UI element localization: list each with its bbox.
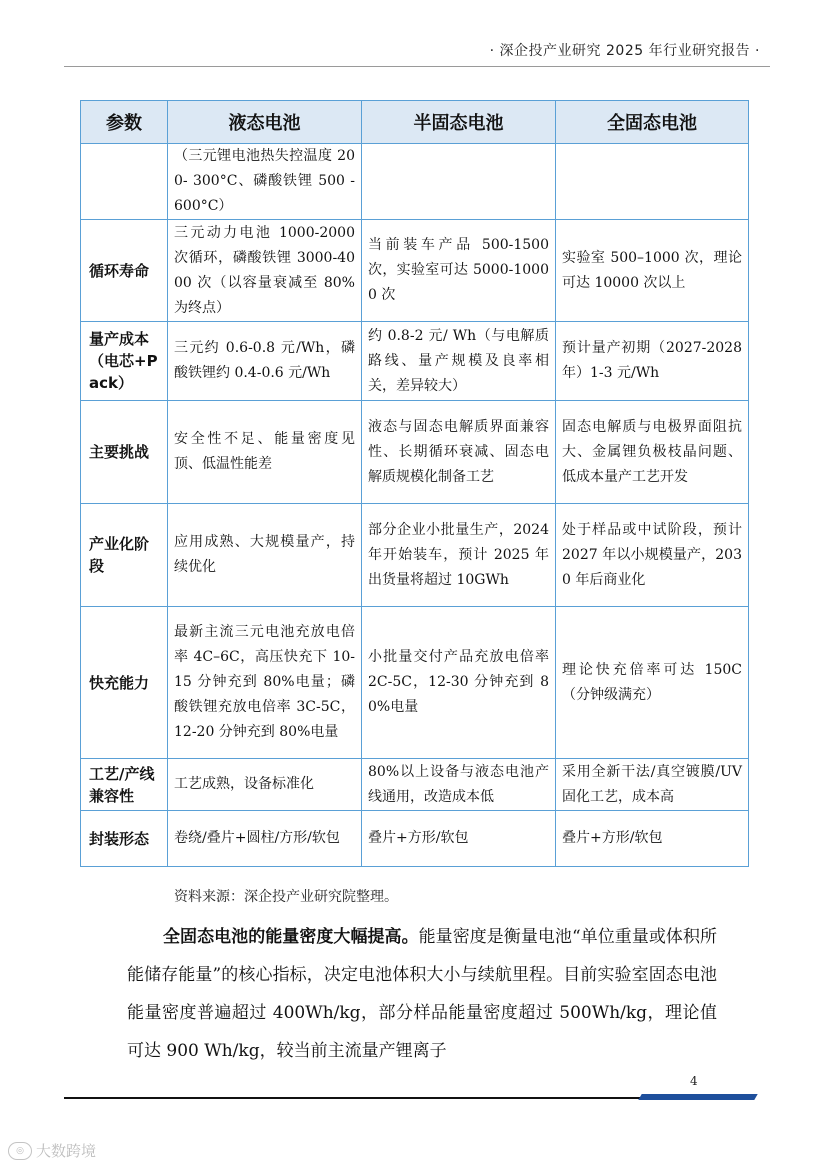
- row-param: 工艺/产线兼容性: [81, 759, 168, 811]
- paragraph-text: 能量密度是衡量电池“单位重量或体积所能储存能量”的核心指标，决定电池体积大小与续航里程。目前实验室固态电池能量密度普遍超过 400Wh/kg，部分样品能量密度超过 500Wh/kg，理论值可达 900 Wh/kg，较当前主流量产锂离子: [127, 927, 717, 1061]
- report-header-title: · 深企投产业研究 2025 年行业研究报告 ·: [489, 43, 760, 59]
- table-row-packaging: [81, 811, 749, 867]
- cell-liquid: （三元锂电池热失控温度 200- 300°C、磷酸铁锂 500 -600°C）: [168, 144, 362, 220]
- cell-all-solid: 理论快充倍率可达 150C （分钟级满充）: [556, 607, 749, 759]
- cell-liquid: 应用成熟、大规模量产，持续优化: [168, 504, 362, 607]
- row-param: 产业化阶段: [81, 504, 168, 607]
- table-row-industrialization: [81, 504, 749, 607]
- row-param: 封装形态: [81, 811, 168, 867]
- row-param: 快充能力: [81, 607, 168, 759]
- header-divider: [64, 66, 770, 67]
- table-row-challenges: [81, 401, 749, 504]
- row-param: [81, 144, 168, 220]
- table-row-thermal-continued: [81, 144, 749, 220]
- cell-semi-solid: 当前装车产品 500-1500 次，实验室可达 5000-10000 次: [362, 220, 556, 322]
- battery-comparison-table: [80, 100, 749, 867]
- page-number: 4: [690, 1074, 698, 1088]
- cell-semi-solid: 小批量交付产品充放电倍率 2C-5C，12-30 分钟充到 80%电量: [362, 607, 556, 759]
- cell-liquid: 三元动力电池 1000-2000 次循环，磷酸铁锂 3000-4000 次（以容量衰减至 80%为终点）: [168, 220, 362, 322]
- cell-liquid: 卷绕/叠片+圆柱/方形/软包: [168, 811, 362, 867]
- cell-all-solid: 处于样品或中试阶段，预计 2027 年以小规模量产，2030 年后商业化: [556, 504, 749, 607]
- cell-all-solid: 预计量产初期（2027-2028 年）1-3 元/Wh: [556, 322, 749, 401]
- cell-liquid: 工艺成熟，设备标准化: [168, 759, 362, 811]
- cell-semi-solid: 约 0.8-2 元/ Wh（与电解质路线、量产规模及良率相关，差异较大）: [362, 322, 556, 401]
- row-param: 循环寿命: [81, 220, 168, 322]
- cell-semi-solid: 液态与固态电解质界面兼容性、长期循环衰减、固态电解质规模化制备工艺: [362, 401, 556, 504]
- watermark-logo: [8, 1140, 96, 1161]
- header-param: 参数: [81, 101, 168, 144]
- cell-semi-solid: 部分企业小批量生产，2024 年开始装车，预计 2025 年出货量将超过 10GWh: [362, 504, 556, 607]
- cell-semi-solid: [362, 144, 556, 220]
- row-param: 主要挑战: [81, 401, 168, 504]
- table-row-fast-charge: [81, 607, 749, 759]
- cell-all-solid: 固态电解质与电极界面阻抗大、金属锂负极枝晶问题、低成本量产工艺开发: [556, 401, 749, 504]
- cell-all-solid: [556, 144, 749, 220]
- logo-icon: ◎: [8, 1142, 32, 1160]
- cell-liquid: 最新主流三元电池充放电倍率 4C–6C，高压快充下 10-15 分钟充到 80%电量；磷酸铁锂充放电倍率 3C-5C，12-20 分钟充到 80%电量: [168, 607, 362, 759]
- footer-accent-bar: [638, 1094, 757, 1100]
- table-row-process-compat: [81, 759, 749, 811]
- table-row-cost: [81, 322, 749, 401]
- table-source-note: 资料来源：深企投产业研究院整理。: [174, 889, 398, 905]
- footer-divider: [64, 1097, 690, 1099]
- row-param: 量产成本（电芯+Pack）: [81, 322, 168, 401]
- header-liquid: 液态电池: [168, 101, 362, 144]
- cell-semi-solid: 叠片+方形/软包: [362, 811, 556, 867]
- logo-text: 大数跨境: [36, 1142, 97, 1160]
- body-paragraph: [127, 918, 717, 1070]
- table-header-row: [81, 101, 749, 144]
- header-semi-solid: 半固态电池: [362, 101, 556, 144]
- table-row-cycle-life: [81, 220, 749, 322]
- paragraph-lead: 全固态电池的能量密度大幅提高。: [163, 927, 419, 947]
- cell-all-solid: 叠片+方形/软包: [556, 811, 749, 867]
- header-all-solid: 全固态电池: [556, 101, 749, 144]
- cell-all-solid: 采用全新干法/真空镀膜/UV 固化工艺，成本高: [556, 759, 749, 811]
- cell-semi-solid: 80%以上设备与液态电池产线通用，改造成本低: [362, 759, 556, 811]
- cell-all-solid: 实验室 500–1000 次，理论可达 10000 次以上: [556, 220, 749, 322]
- cell-liquid: 三元约 0.6-0.8 元/Wh，磷酸铁锂约 0.4-0.6 元/Wh: [168, 322, 362, 401]
- cell-liquid: 安全性不足、能量密度见顶、低温性能差: [168, 401, 362, 504]
